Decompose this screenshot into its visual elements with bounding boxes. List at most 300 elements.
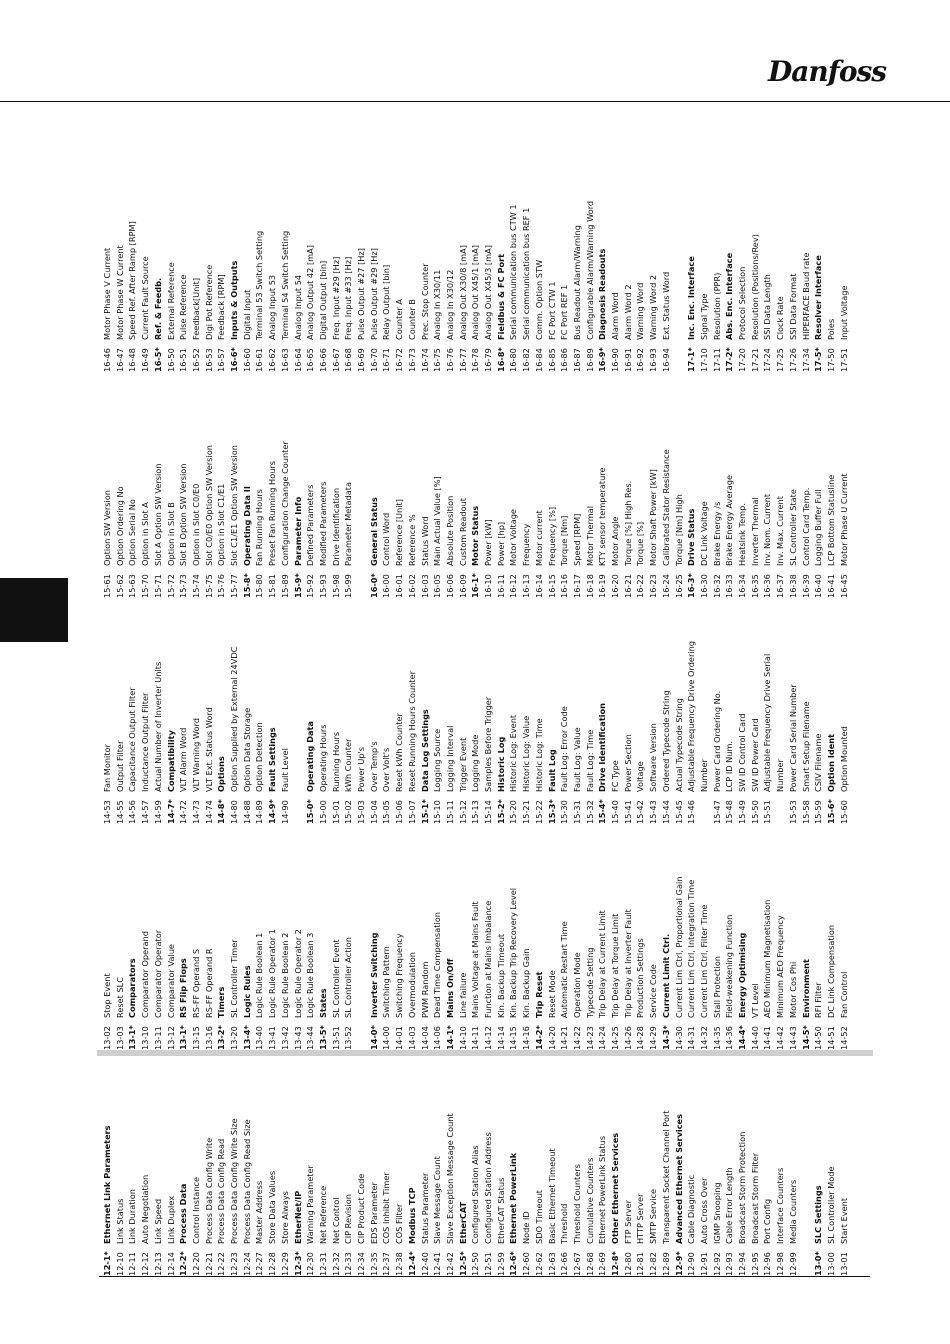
parameter-code: 16-69 bbox=[356, 348, 366, 372]
parameter-name: Current Fault Source bbox=[140, 256, 151, 340]
parameter-name: Status Parameter bbox=[419, 1172, 430, 1244]
parameter-code: 16-5* bbox=[152, 347, 163, 372]
parameter-code: 15-3* bbox=[546, 799, 557, 824]
parameter-code: 16-33 bbox=[724, 574, 735, 598]
parameter-name: Motor Cos Phi bbox=[787, 961, 798, 1018]
parameter-name: Option Ordering No bbox=[114, 486, 125, 566]
parameter-name: Slot B Option SW Version bbox=[178, 463, 189, 566]
parameter-name: Kin. Backup Timeout bbox=[495, 933, 506, 1018]
parameter-name: DC Link Voltage bbox=[698, 501, 709, 566]
parameter-name: Reset SLC bbox=[114, 977, 125, 1018]
parameter-code: 14-52 bbox=[838, 1026, 849, 1050]
parameter-code: 14-7* bbox=[165, 799, 176, 824]
parameter-code: 14-90 bbox=[279, 800, 290, 824]
parameter-name: Feedback[Unit] bbox=[190, 277, 201, 340]
parameter-name: Protocol Selection bbox=[737, 266, 747, 340]
parameter-code: 14-31 bbox=[686, 1026, 697, 1050]
parameter-code: 16-73 bbox=[406, 348, 417, 372]
parameter-code: 12-51 bbox=[483, 1252, 493, 1276]
parameter-code: 12-20 bbox=[190, 1252, 201, 1276]
parameter-name: FC Port CTW 1 bbox=[546, 281, 557, 340]
parameter-code: 13-11 bbox=[152, 1026, 163, 1050]
parameter-name: FTP Server bbox=[622, 1200, 633, 1244]
parameter-name: Operating Hours bbox=[317, 724, 328, 792]
parameter-name: Link Duplex bbox=[165, 1195, 176, 1244]
parameter-code: 16-23 bbox=[648, 574, 659, 598]
parameter-name: Store Data Values bbox=[267, 1170, 278, 1244]
parameter-name: Slave Message Count bbox=[432, 1156, 443, 1244]
parameter-code: 14-42 bbox=[775, 1026, 786, 1050]
parameter-code: 12-38 bbox=[394, 1252, 405, 1276]
parameter-code: 16-01 bbox=[394, 574, 405, 598]
parameter-name: Pulse Reference bbox=[178, 274, 189, 340]
parameter-code: 14-20 bbox=[546, 1026, 557, 1050]
parameter-name: Ethernet PowerLink Status bbox=[597, 1135, 608, 1244]
parameter-name: Freq. Input #29 [Hz] bbox=[330, 256, 341, 340]
parameter-code: 16-16 bbox=[559, 574, 570, 598]
parameter-name: SDO Timeout bbox=[533, 1190, 544, 1244]
parameter-name: Reference [Unit] bbox=[394, 499, 405, 566]
parameter-code: 15-6* bbox=[825, 799, 836, 824]
parameter-code: 15-92 bbox=[305, 574, 316, 598]
parameter-name: Motor Phase V Current bbox=[102, 247, 112, 340]
parameter-code: 15-60 bbox=[838, 800, 849, 824]
parameter-name: LCP Bottom Statusline bbox=[825, 474, 836, 566]
parameter-code: 15-21 bbox=[521, 800, 532, 824]
parameter-name: RS Flip Flops bbox=[178, 958, 189, 1018]
parameter-name: Ethernet Link Parameters bbox=[102, 1125, 112, 1244]
parameter-code: 12-3* bbox=[292, 1251, 303, 1276]
parameter-code: 12-31 bbox=[317, 1252, 328, 1276]
parameter-name: Ethernet PowerLink bbox=[508, 1152, 519, 1244]
parameter-name: Heatsink Temp. bbox=[737, 503, 747, 566]
parameter-code: 13-42 bbox=[279, 1026, 290, 1050]
parameter-code: 14-23 bbox=[584, 1026, 595, 1050]
parameter-name: Option Data Storage bbox=[241, 707, 252, 792]
parameter-code: 12-93 bbox=[724, 1252, 735, 1276]
parameter-name: Relay Output [bin] bbox=[381, 264, 392, 340]
parameter-code: 12-89 bbox=[660, 1252, 671, 1276]
parameter-name: Modbus TCP bbox=[406, 1187, 417, 1244]
parameter-code: 15-07 bbox=[406, 800, 417, 824]
parameter-name: Slot C0/E0 Option SW Version bbox=[203, 445, 214, 566]
parameter-name: Number bbox=[698, 759, 709, 792]
parameter-name: Comparators bbox=[127, 958, 138, 1018]
parameter-name: Analog Input 53 bbox=[267, 274, 278, 340]
parameter-name: Option SW Version bbox=[102, 490, 112, 566]
parameter-name: Analog Out X45/1 [mA] bbox=[470, 245, 481, 340]
parameter-name: Store Always bbox=[279, 1191, 290, 1244]
parameter-name: IGMP Snooping bbox=[711, 1182, 722, 1244]
parameter-name: Inv. Nom. Current bbox=[762, 493, 773, 566]
parameter-name: Auto Negotiation bbox=[140, 1174, 151, 1244]
parameter-code: 17-24 bbox=[762, 348, 773, 372]
parameter-name: States bbox=[317, 988, 328, 1018]
parameter-code: 16-85 bbox=[546, 348, 557, 372]
parameter-name: Cable Error Length bbox=[724, 1167, 735, 1244]
parameter-name: Logging Interval bbox=[444, 725, 455, 792]
parameter-code: 16-6* bbox=[229, 347, 239, 372]
parameter-name: Power Up's bbox=[356, 746, 366, 792]
parameter-code: 12-34 bbox=[356, 1252, 366, 1276]
parameter-code: 14-28 bbox=[635, 1026, 646, 1050]
parameter-code: 14-59 bbox=[152, 800, 163, 824]
parameter-code: 14-32 bbox=[698, 1026, 709, 1050]
parameter-code: 14-51 bbox=[825, 1026, 836, 1050]
parameter-code: 16-38 bbox=[787, 574, 798, 598]
parameter-code: 15-75 bbox=[203, 574, 214, 598]
parameter-code: 16-10 bbox=[483, 574, 493, 598]
parameter-name: Terminal 53 Switch Setting bbox=[254, 230, 265, 340]
parameter-name: Historic Log: Event bbox=[508, 714, 519, 792]
parameter-name: Clock Rate bbox=[775, 296, 786, 340]
parameter-name: Resolution (PPR) bbox=[711, 272, 722, 340]
parameter-name: Modified Parameters bbox=[317, 481, 328, 566]
parameter-name: Fan Running Hours bbox=[254, 489, 265, 566]
parameter-code: 15-0* bbox=[305, 799, 316, 824]
parameter-name: Serial communication bus REF 1 bbox=[521, 207, 532, 340]
parameter-code: 17-10 bbox=[698, 348, 709, 372]
parameter-code: 14-** bbox=[356, 1026, 366, 1050]
parameter-code: 17-26 bbox=[787, 348, 798, 372]
parameter-name: Control Instance bbox=[190, 1176, 201, 1244]
parameter-name: Configurable Alarm/Warning Word bbox=[584, 200, 595, 340]
parameter-code: 15-74 bbox=[190, 574, 201, 598]
parameter-name: Feedback [RPM] bbox=[216, 274, 227, 340]
parameter-name: Fan Monitor bbox=[102, 744, 112, 792]
parameter-code: 14-88 bbox=[241, 800, 252, 824]
parameter-code: 14-0* bbox=[368, 1025, 379, 1050]
parameter-name: Logic Rule Operator 1 bbox=[267, 929, 278, 1018]
parameter-name: SLC Settings bbox=[813, 1185, 824, 1244]
parameter-code: 16-86 bbox=[559, 348, 570, 372]
parameter-name: Mains Voltage at Mains Fault bbox=[470, 901, 481, 1018]
parameter-name: Resolver Interface bbox=[813, 255, 824, 340]
parameter-code: 15-98 bbox=[330, 574, 341, 598]
parameter-code: 16-57 bbox=[216, 348, 227, 372]
parameter-code: 12-37 bbox=[381, 1252, 392, 1276]
parameter-code: 13-12 bbox=[165, 1026, 176, 1050]
parameter-name: Motor Status bbox=[470, 505, 481, 566]
parameter-name: HIPERFACE Baud rate bbox=[800, 252, 811, 340]
parameter-name: Torque [Nm] High bbox=[673, 494, 684, 566]
parameter-code: 14-21 bbox=[559, 1026, 570, 1050]
parameter-name: Main Actual Value [%] bbox=[432, 476, 443, 566]
parameter-name: Warning Word bbox=[635, 282, 646, 340]
parameter-name: Ext. Status Word bbox=[660, 271, 671, 340]
parameter-code: 12-94 bbox=[737, 1252, 747, 1276]
parameter-code: 16-0* bbox=[368, 573, 379, 598]
parameter-code: 16-39 bbox=[800, 574, 811, 598]
parameter-code: 15-77 bbox=[229, 574, 239, 598]
parameter-code: 14-36 bbox=[724, 1026, 735, 1050]
parameter-name: Bus Readout Alarm/Warning bbox=[571, 225, 582, 340]
parameter-name: VLT Alarm Word bbox=[178, 727, 189, 792]
parameter-code: 12-6* bbox=[508, 1251, 519, 1276]
parameter-code: 16-40 bbox=[813, 574, 824, 598]
parameter-name: Net Reference bbox=[317, 1185, 328, 1244]
parameter-code: 17-2* bbox=[724, 347, 735, 372]
parameter-name: Broadcast Storm Filter bbox=[749, 1152, 760, 1244]
parameter-name: Pulse Output #27 [Hz] bbox=[356, 248, 366, 340]
parameter-name: Logic Rule Boolean 3 bbox=[305, 932, 316, 1018]
parameter-name: Option in Slot C1/E1 bbox=[216, 483, 227, 566]
parameter-name: Voltage bbox=[635, 761, 646, 792]
parameter-code: 15-2* bbox=[495, 799, 506, 824]
parameter-name: Speed [RPM] bbox=[571, 513, 582, 566]
parameter-name: Environment bbox=[800, 959, 811, 1018]
parameter-code: 12-41 bbox=[432, 1252, 443, 1276]
parameter-code: 15-46 bbox=[686, 800, 697, 824]
parameter-code: 15-42 bbox=[635, 800, 646, 824]
parameter-code: 15-76 bbox=[216, 574, 227, 598]
parameter-code: 14-73 bbox=[190, 800, 201, 824]
parameter-name: EtherCAT bbox=[457, 1201, 468, 1244]
parameter-name: Stall Protection bbox=[711, 956, 722, 1018]
parameter-code: 13-51 bbox=[330, 1026, 341, 1050]
parameter-code: 14-5* bbox=[800, 1025, 811, 1050]
parameter-name: Configuration Change Counter bbox=[279, 441, 290, 566]
parameter-code: 15-44 bbox=[660, 800, 671, 824]
parameter-code: 12-69 bbox=[597, 1252, 608, 1276]
parameter-code: 12-62 bbox=[533, 1252, 544, 1276]
parameter-name: Production Settings bbox=[635, 938, 646, 1018]
parameter-code: 12-99 bbox=[787, 1252, 798, 1276]
parameter-name: Counter A bbox=[394, 299, 405, 340]
parameter-name: Reset Running Hours Counter bbox=[406, 671, 417, 792]
parameter-name: Brake Energy Average bbox=[724, 475, 735, 566]
parameter-code: 12-30 bbox=[305, 1252, 316, 1276]
parameter-name: Link Speed bbox=[152, 1198, 163, 1244]
parameter-code: 15-47 bbox=[711, 800, 722, 824]
parameter-code: 17-** bbox=[673, 348, 684, 372]
parameter-name: Option in Slot C0/E0 bbox=[190, 483, 201, 566]
parameter-code: 16-72 bbox=[394, 348, 405, 372]
parameter-name: Current Lim Ctrl, Proportional Gain bbox=[673, 876, 684, 1018]
parameter-name: Logging Mode bbox=[470, 734, 481, 792]
parameter-code: 15-01 bbox=[330, 800, 341, 824]
parameter-code: 12-29 bbox=[279, 1252, 290, 1276]
parameter-name: Current Limit Ctrl. bbox=[660, 933, 671, 1018]
parameter-code: 16-11 bbox=[495, 574, 506, 598]
parameter-code: 17-34 bbox=[800, 348, 811, 372]
parameter-code: 15-06 bbox=[394, 800, 405, 824]
parameter-name: AEO Minimum Magnetisation bbox=[762, 899, 773, 1018]
parameter-code: 15-58 bbox=[800, 800, 811, 824]
parameter-code: 14-03 bbox=[406, 1026, 417, 1050]
parameter-name: Power [hp] bbox=[495, 521, 506, 566]
parameter-name: Special Functions bbox=[356, 937, 366, 1018]
parameter-name: CSIV Filename bbox=[813, 733, 824, 792]
parameter-name: Freq. Input #33 [Hz] bbox=[343, 256, 354, 340]
parameter-code: 16-52 bbox=[190, 348, 201, 372]
parameter-name: VLT Ext. Status Word bbox=[203, 707, 214, 792]
parameter-code: 14-57 bbox=[140, 800, 151, 824]
chapter-tab bbox=[0, 578, 68, 642]
parameter-name: Serial communication bus CTW 1 bbox=[508, 204, 519, 340]
parameter-code: 15-20 bbox=[508, 800, 519, 824]
parameter-code: 15-80 bbox=[254, 574, 265, 598]
parameter-code: 14-2* bbox=[533, 1025, 544, 1050]
parameter-name: EtherCAT Status bbox=[495, 1177, 506, 1244]
parameter-code: 12-90 bbox=[686, 1252, 697, 1276]
parameter-code: 15-62 bbox=[114, 574, 125, 598]
parameter-code: 13-01 bbox=[838, 1252, 849, 1276]
parameter-code: 15-89 bbox=[279, 574, 290, 598]
parameter-name: Calibrated Stator Resistance bbox=[660, 449, 671, 566]
parameter-code: 16-64 bbox=[292, 348, 303, 372]
parameter-code: 14-4* bbox=[737, 1025, 747, 1050]
parameter-name: Process Data bbox=[178, 1183, 189, 1244]
parameter-code: 15-1* bbox=[419, 799, 430, 824]
parameter-code: 15-4* bbox=[597, 799, 608, 824]
brand-logo bbox=[768, 55, 887, 95]
parameter-name: Torque [%] High Res. bbox=[622, 480, 633, 566]
parameter-name: EtherNet/IP bbox=[292, 1190, 303, 1244]
parameter-code: 16-66 bbox=[317, 348, 328, 372]
column-scroll-shade bbox=[97, 1050, 873, 1056]
parameter-name: Inverter Thermal bbox=[749, 497, 760, 566]
parameter-name: Prec. Stop Counter bbox=[419, 263, 430, 340]
parameter-name: CIP Product Code bbox=[356, 1173, 366, 1244]
parameter-name: Fieldbus & FC Port bbox=[495, 253, 506, 340]
parameter-code: 12-82 bbox=[648, 1252, 659, 1276]
parameter-name: Defined Parameters bbox=[305, 484, 316, 566]
parameter-code: 15-49 bbox=[737, 800, 747, 824]
parameter-code: 12-81 bbox=[635, 1252, 646, 1276]
parameter-name: Motor Thermal bbox=[584, 506, 595, 566]
parameter-code: 13-10 bbox=[140, 1026, 151, 1050]
parameter-name: Smart Logic bbox=[800, 1188, 811, 1244]
parameter-code: 16-21 bbox=[622, 574, 633, 598]
parameter-name: Drive Status bbox=[686, 508, 697, 566]
parameter-name: Link Duration bbox=[127, 1189, 138, 1244]
parameter-code: 15-50 bbox=[749, 800, 760, 824]
parameter-code: 16-35 bbox=[749, 574, 760, 598]
parameter-code: 16-41 bbox=[825, 574, 836, 598]
parameter-code: 13-1* bbox=[127, 1025, 138, 1050]
parameter-name: Brake Energy /s bbox=[711, 501, 722, 566]
parameter-code: 14-04 bbox=[419, 1026, 430, 1050]
parameter-code: 13-03 bbox=[114, 1026, 125, 1050]
parameter-code: 15-02 bbox=[343, 800, 354, 824]
parameter-name: Overmodulation bbox=[406, 952, 417, 1018]
parameter-name: Parameter Metadata bbox=[343, 482, 354, 566]
parameter-code: 15-32 bbox=[584, 800, 595, 824]
parameter-code: 14-80 bbox=[229, 800, 239, 824]
parameter-name: SSI Data Format bbox=[787, 273, 798, 340]
parameter-code: 17-21 bbox=[749, 348, 760, 372]
parameter-code: 16-47 bbox=[114, 348, 125, 372]
parameter-name: Logging Buffer Full bbox=[813, 489, 824, 566]
parameter-name: Logging Source bbox=[432, 728, 443, 792]
parameter-code: 14-53 bbox=[102, 800, 112, 824]
parameter-code: 16-84 bbox=[533, 348, 544, 372]
parameter-name: FC Type bbox=[610, 760, 620, 792]
parameter-name: Absolute Position bbox=[444, 495, 455, 566]
parameter-code: 14-74 bbox=[203, 800, 214, 824]
parameter-code: 16-91 bbox=[622, 348, 633, 372]
parameter-code: 12-96 bbox=[762, 1252, 773, 1276]
parameter-code: 15-9* bbox=[292, 573, 303, 598]
parameter-code: 16-61 bbox=[254, 348, 265, 372]
parameter-code: 15-00 bbox=[317, 800, 328, 824]
parameter-code: 16-87 bbox=[571, 348, 582, 372]
parameter-code: 16-05 bbox=[432, 574, 443, 598]
parameter-code: 12-68 bbox=[584, 1252, 595, 1276]
parameter-code: 13-02 bbox=[102, 1026, 112, 1050]
parameter-name: Comm. Option STW bbox=[533, 259, 544, 340]
parameter-name: Parameter Info bbox=[292, 496, 303, 566]
parameter-code: 14-9* bbox=[267, 799, 278, 824]
parameter-name: Adjustable Frequency Drive Ordering bbox=[686, 641, 697, 792]
parameter-code: 12-22 bbox=[216, 1252, 227, 1276]
parameter-name: Fault Log: Value bbox=[571, 727, 582, 792]
parameter-name: SW ID Control Card bbox=[737, 713, 747, 792]
parameter-name: Analog Input 54 bbox=[292, 274, 303, 340]
parameter-name: Number bbox=[775, 759, 786, 792]
parameter-name: Analog Output 42 [mA] bbox=[305, 245, 316, 340]
parameter-code: 16-36 bbox=[762, 574, 773, 598]
parameter-code: 15-70 bbox=[140, 574, 151, 598]
parameter-name: Comparator Operator bbox=[152, 929, 163, 1018]
parameter-name: Fault Settings bbox=[267, 727, 278, 792]
parameter-code: 12-13 bbox=[152, 1252, 163, 1276]
parameter-name: Ordered Typecode String bbox=[660, 690, 671, 792]
parameter-name: Start Event bbox=[838, 1197, 849, 1244]
parameter-name: Motor Phase W Current bbox=[114, 245, 125, 340]
parameter-name: Switching Pattern bbox=[381, 946, 392, 1018]
parameter-code: 14-25 bbox=[610, 1026, 620, 1050]
parameter-name: Resolution (Positions/Rev) bbox=[749, 234, 760, 340]
parameter-name: Inputs & Outputs bbox=[229, 260, 239, 340]
parameter-name: Interface Counters bbox=[775, 1167, 786, 1244]
parameter-name: LCP ID Num. bbox=[724, 740, 735, 792]
parameter-name: Digital Output [bin] bbox=[317, 260, 328, 340]
parameter-code: 17-50 bbox=[825, 348, 836, 372]
brand-name: Danfoss bbox=[768, 55, 887, 88]
parameter-code: 15-03 bbox=[356, 800, 366, 824]
parameter-code: 16-89 bbox=[584, 348, 595, 372]
parameter-code: 15-45 bbox=[673, 800, 684, 824]
parameter-name: Drive Information bbox=[292, 710, 303, 792]
parameter-name: Power Card Ordering No. bbox=[711, 690, 722, 792]
parameter-code: 13-5* bbox=[317, 1025, 328, 1050]
parameter-name: Analog In X30/11 bbox=[432, 269, 443, 340]
parameter-name: Threshold bbox=[559, 1203, 570, 1244]
parameter-code: 14-55 bbox=[114, 800, 125, 824]
parameter-code: 14-26 bbox=[622, 1026, 633, 1050]
parameter-name: Motor Phase U Current bbox=[838, 473, 849, 566]
parameter-code: 15-72 bbox=[165, 574, 176, 598]
parameter-name: Field-weakening Function bbox=[724, 914, 735, 1018]
parameter-name: Speed Ref. After Ramp [RPM] bbox=[127, 221, 138, 340]
parameter-name: SL Controller Timer bbox=[229, 939, 239, 1018]
parameter-name: Actual Number of Inverter Units bbox=[152, 661, 163, 792]
parameter-code: 13-00 bbox=[825, 1252, 836, 1276]
parameter-code: 16-22 bbox=[635, 574, 646, 598]
parameter-code: 14-35 bbox=[711, 1026, 722, 1050]
parameter-name: Operation Mode bbox=[571, 952, 582, 1018]
parameter-code: 15-31 bbox=[571, 800, 582, 824]
parameter-code: 16-79 bbox=[483, 348, 493, 372]
parameter-code: 15-04 bbox=[368, 800, 379, 824]
parameter-code: 16-00 bbox=[381, 574, 392, 598]
parameter-code: 17-1* bbox=[686, 347, 697, 372]
parameter-name: Auto Cross Over bbox=[698, 1177, 709, 1244]
parameter-name: Slave Exception Message Count bbox=[444, 1113, 455, 1244]
parameter-name: Fault Log bbox=[546, 749, 557, 792]
